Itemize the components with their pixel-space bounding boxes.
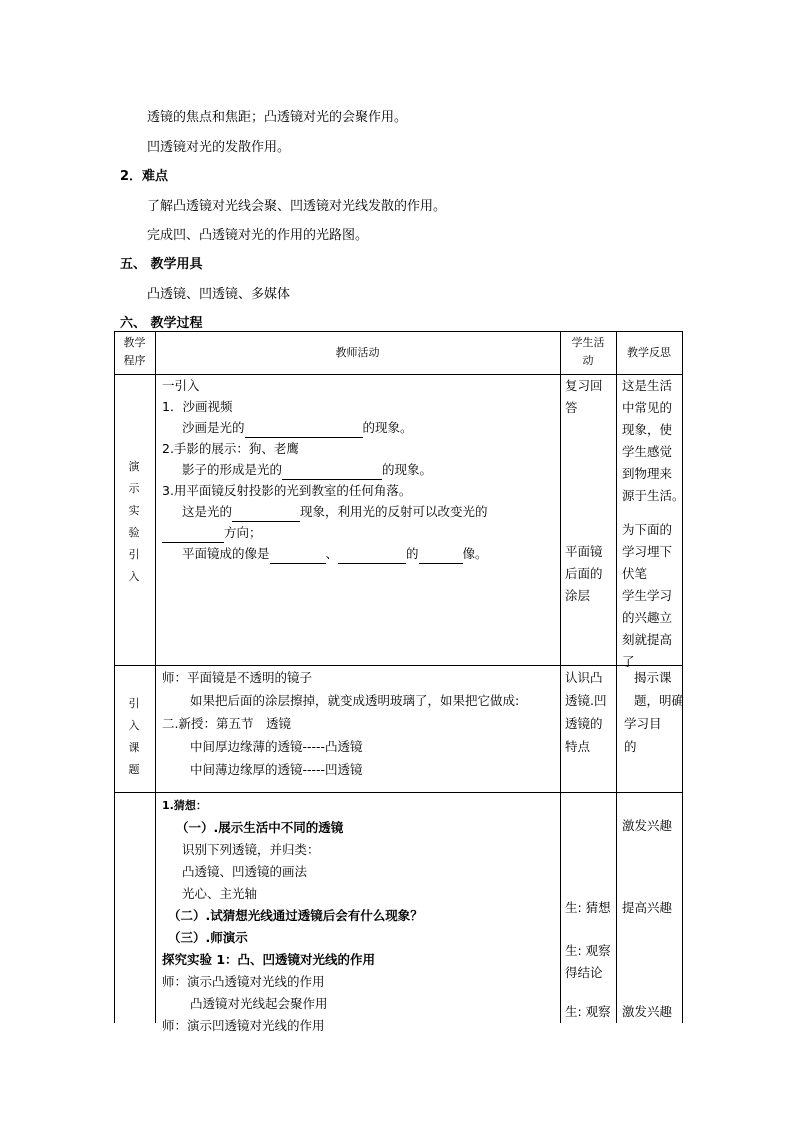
table-border-top xyxy=(114,331,682,332)
difficulty-heading: 2．难点 xyxy=(120,169,169,184)
row3-reflection-1: 激发兴趣 xyxy=(622,818,673,833)
process-heading: 六、 教学过程 xyxy=(120,316,203,331)
header-program: 教学 程序 xyxy=(123,336,146,367)
header-teacher-activity: 教师活动 xyxy=(335,346,380,359)
row2-label: 引 入 课 题 xyxy=(128,697,140,776)
row3-reflection-3: 激发兴趣 xyxy=(622,1004,673,1019)
table-col-line xyxy=(155,331,156,1023)
table-col-line xyxy=(114,331,115,1023)
intro-line-2: 凹透镜对光的发散作用。 xyxy=(147,140,291,155)
row1-label: 演 示 实 验 引 入 xyxy=(128,460,140,583)
row1-reflection-2: 为下面的 学习埋下 伏笔 学生学习 的兴趣立 刻就提高 了 xyxy=(622,522,673,669)
row3-student-guess: 生: 猜想 xyxy=(565,900,611,915)
row3-student-observe: 生: 观察 得结论 xyxy=(565,943,611,980)
header-student-activity: 学生活 动 xyxy=(571,336,605,367)
row1-reflection: 这是生活 中常见的 现象，使 学生感觉 到物理来 源于生活。 xyxy=(622,378,685,503)
row2-reflection: 揭示课 题，明确 学习目 的 xyxy=(624,670,685,754)
row1-student-activity: 复习回 答 xyxy=(565,378,603,415)
row2-student-activity: 认识凸 透镜.凹 透镜的 特点 xyxy=(565,670,607,754)
tools-heading: 五、 教学用具 xyxy=(120,257,203,272)
table-col-line xyxy=(560,331,561,1023)
row3-teacher-activity: 1.猜想： （一）.展示生活中不同的透镜 识别下列透镜，并归类： 凸透镜、凹透镜的画法 光心、主光轴 （二）.试猜想光线通过透镜后会有什么现象？ （三）.师演示 探究实验 1：凸、凹透镜对光线的作用 师：演示凸透镜对光线的作用 凸透镜对光线起会聚作用 师：演示凹透镜对光线的作用 xyxy=(162,799,423,1033)
tools-list: 凸透镜、凹透镜、多媒体 xyxy=(147,287,291,302)
row3-reflection-2: 提高兴趣 xyxy=(622,900,673,915)
row2-teacher-activity: 师：平面镜是不透明的镜子 如果把后面的涂层擦掉，就变成透明玻璃了，如果把它做成: 二.新授：第五节 透镜 中间厚边缘薄的透镜-----凸透镜 中间薄边缘厚的透镜-----凹透镜 xyxy=(162,670,520,777)
table-col-line xyxy=(682,331,683,1023)
row1-student-activity-2: 平面镜 后面的 涂层 xyxy=(565,544,603,603)
row1-teacher-activity: 一引入 1．沙画视频 沙画是光的 的现象。 2.手影的展示：狗、老鹰 影子的形成是光的 的现象。 3.用平面镜反射投影的光到教室的任何角落。 这是光的 现象，利用光的反射可以改变光的 方向； 平面镜成的像是 、 的 像。 xyxy=(162,375,557,564)
row3-student-observe-2: 生: 观察 xyxy=(565,1004,611,1019)
header-reflection: 教学反思 xyxy=(627,346,671,359)
difficulty-item-1: 了解凸透镜对光线会聚、凹透镜对光线发散的作用。 xyxy=(147,199,447,214)
intro-line-1: 透镜的焦点和焦距；凸透镜对光的会聚作用。 xyxy=(147,110,408,125)
difficulty-item-2: 完成凹、凸透镜对光的作用的光路图。 xyxy=(147,228,369,243)
table-col-line xyxy=(616,331,617,1023)
table-row-divider xyxy=(114,792,682,793)
